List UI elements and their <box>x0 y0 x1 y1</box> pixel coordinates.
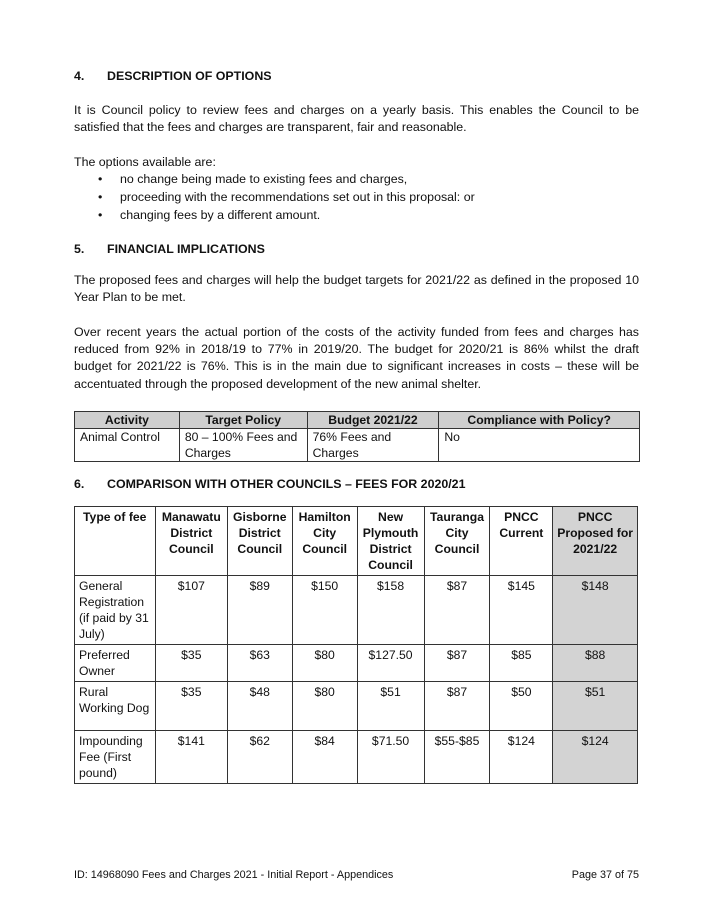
table-cell: $80 <box>292 645 357 682</box>
table-cell: Animal Control <box>75 429 180 462</box>
table-cell: $141 <box>155 731 227 784</box>
table-cell: $127.50 <box>357 645 424 682</box>
column-header: Tauranga City Council <box>424 507 490 576</box>
section-4-number: 4. <box>74 69 85 83</box>
table-row <box>75 682 638 731</box>
table-cell: Rural Working Dog <box>75 682 156 731</box>
table-cell: $148 <box>553 576 638 645</box>
table-cell: Impounding Fee (First pound) <box>75 731 156 784</box>
column-header: Compliance with Policy? <box>439 412 640 429</box>
bullet-icon: • <box>98 190 103 204</box>
table-cell: $150 <box>292 576 357 645</box>
table-cell: $51 <box>553 682 638 731</box>
table-cell: $80 <box>292 682 357 731</box>
table-cell: Preferred Owner <box>75 645 156 682</box>
table-cell: $62 <box>227 731 292 784</box>
options-list <box>74 170 639 224</box>
options-intro: The options available are: <box>74 155 216 169</box>
table-cell: 76% Fees and Charges <box>307 429 439 462</box>
table-cell: $124 <box>553 731 638 784</box>
table-cell: $63 <box>227 645 292 682</box>
table-cell: $87 <box>424 645 490 682</box>
table-cell: $124 <box>490 731 553 784</box>
table-cell: $35 <box>155 645 227 682</box>
section-5-paragraph-2: Over recent years the actual portion of the costs of the activity funded from fees and charges has reduced from 92% in 2018/19 to 77% in 2019/20. The budget for 2020/21 is 86% whilst the draft budget for 2021/22 is 76%. This is in the main due to significant increases in costs – these will be accentuated through the proposed development of the new animal shelter. <box>74 325 639 391</box>
table-cell: $55-$85 <box>424 731 490 784</box>
section-4-paragraph: It is Council policy to review fees and charges on a yearly basis. This enables the Council to be satisfied that the fees and charges are transparent, fair and reasonable. <box>74 103 639 135</box>
column-header: New Plymouth District Council <box>357 507 424 576</box>
section-6-heading <box>74 477 465 491</box>
table-row <box>75 645 638 682</box>
section-5-title: FINANCIAL IMPLICATIONS <box>107 242 265 256</box>
table-cell: $87 <box>424 576 490 645</box>
bullet-icon: • <box>98 172 103 186</box>
table-cell: $50 <box>490 682 553 731</box>
column-header: Budget 2021/22 <box>307 412 439 429</box>
table-cell: General Registration (if paid by 31 July) <box>75 576 156 645</box>
section-5-heading <box>74 242 265 256</box>
section-6-number: 6. <box>74 477 85 491</box>
table-cell: $71.50 <box>357 731 424 784</box>
table-cell: $85 <box>490 645 553 682</box>
footer-document-id: ID: 14968090 Fees and Charges 2021 - Initial Report - Appendices <box>74 869 394 881</box>
table-cell: $89 <box>227 576 292 645</box>
section-4-title: DESCRIPTION OF OPTIONS <box>107 69 272 83</box>
table-row <box>75 731 638 784</box>
table-cell: 80 – 100% Fees and Charges <box>179 429 307 462</box>
fee-comparison-table <box>74 506 638 784</box>
table-cell: $35 <box>155 682 227 731</box>
table-header-row <box>75 412 640 429</box>
column-header: Activity <box>75 412 180 429</box>
policy-compliance-table <box>74 411 640 462</box>
table-cell: $48 <box>227 682 292 731</box>
table-row <box>75 429 640 462</box>
column-header: Type of fee <box>75 507 156 576</box>
column-header: Gisborne District Council <box>227 507 292 576</box>
column-header: PNCC Proposed for 2021/22 <box>553 507 638 576</box>
table-cell: No <box>439 429 640 462</box>
table-row <box>75 576 638 645</box>
table-cell: $87 <box>424 682 490 731</box>
section-5-paragraph-1: The proposed fees and charges will help the budget targets for 2021/22 as defined in the proposed 10 Year Plan to be met. <box>74 273 639 305</box>
section-6-title: COMPARISON WITH OTHER COUNCILS – FEES FOR 2020/21 <box>107 477 466 491</box>
column-header: PNCC Current <box>490 507 553 576</box>
table-cell: $107 <box>155 576 227 645</box>
column-header: Target Policy <box>179 412 307 429</box>
table-cell: $84 <box>292 731 357 784</box>
list-item: • changing fees by a different amount. <box>98 208 321 222</box>
list-item: • proceeding with the recommendations set out in this proposal: or <box>98 190 475 204</box>
column-header: Hamilton City Council <box>292 507 357 576</box>
list-item: • no change being made to existing fees and charges, <box>98 172 408 186</box>
section-4-heading <box>74 69 272 83</box>
bullet-icon: • <box>98 208 103 222</box>
column-header: Manawatu District Council <box>155 507 227 576</box>
table-cell: $51 <box>357 682 424 731</box>
table-cell: $145 <box>490 576 553 645</box>
table-header-row <box>75 507 638 576</box>
table-cell: $88 <box>553 645 638 682</box>
table-cell: $158 <box>357 576 424 645</box>
footer-page-number: Page 37 of 75 <box>571 869 639 881</box>
section-5-number: 5. <box>74 242 85 256</box>
